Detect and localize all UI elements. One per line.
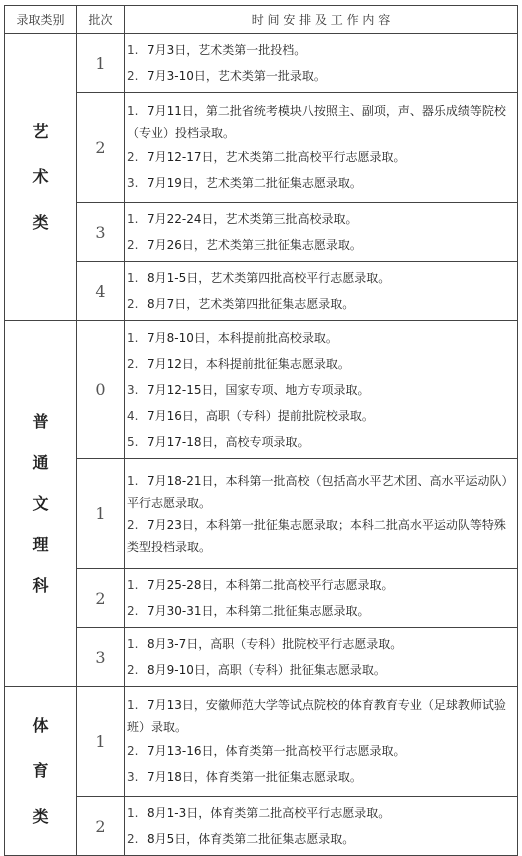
item-text: 7月22-24日，艺术类第三批高校录取。 (147, 212, 358, 226)
item-number: 2. (127, 69, 139, 83)
schedule-item (127, 826, 515, 852)
item-number: 2. (127, 832, 139, 846)
content-cell (125, 321, 518, 459)
item-number: 1. (127, 637, 139, 651)
item-text: 8月7日，艺术类第四批征集志愿录取。 (147, 297, 355, 311)
category-char: 体 (32, 716, 49, 736)
content-cell (125, 93, 518, 203)
schedule-item (127, 764, 515, 790)
category-char: 通 (32, 452, 49, 472)
item-number: 2. (127, 356, 139, 371)
item-text: 7月30-31日，本科第二批征集志愿录取。 (147, 604, 370, 618)
item-number: 1. (127, 103, 139, 118)
category-char: 普 (32, 411, 49, 431)
item-text: 7月12-15日，国家专项、地方专项录取。 (147, 382, 370, 397)
content-cell (125, 459, 518, 569)
category-char: 育 (32, 761, 49, 781)
item-number: 4. (127, 408, 139, 423)
batch-cell: 1 (77, 687, 125, 797)
schedule-item (127, 37, 515, 63)
item-text: 8月5日，体育类第二批征集志愿录取。 (147, 832, 355, 846)
schedule-item (127, 63, 515, 89)
schedule-item (127, 325, 515, 351)
header-batch: 批次 (77, 6, 125, 34)
table-row (5, 459, 518, 569)
batch-cell: 1 (77, 34, 125, 93)
table-row (5, 628, 518, 687)
batch-cell: 3 (77, 203, 125, 262)
item-number: 2. (127, 149, 139, 164)
table-row (5, 797, 518, 856)
category-char: 文 (32, 493, 49, 513)
schedule-item (127, 800, 515, 826)
schedule-item (127, 377, 515, 403)
item-number: 1. (127, 806, 139, 820)
item-number: 3. (127, 382, 139, 397)
schedule-item (127, 206, 515, 232)
item-text: 7月18日，体育类第一批征集志愿录取。 (147, 769, 362, 784)
content-cell (125, 203, 518, 262)
schedule-item (127, 403, 515, 429)
category-char: 术 (32, 167, 49, 187)
item-number: 2. (127, 238, 139, 252)
batch-cell: 2 (77, 93, 125, 203)
item-text: 7月23日，本科第一批征集志愿录取；本科二批高水平运动队等特殊类型投档录取。 (127, 517, 506, 554)
schedule-item (127, 170, 515, 196)
schedule-item (127, 694, 515, 738)
item-number: 1. (127, 578, 139, 592)
batch-cell: 2 (77, 797, 125, 856)
item-text: 7月13日，安徽师范大学等试点院校的体育教育专业（足球教师试验班）录取。 (127, 697, 506, 734)
schedule-item (127, 429, 515, 455)
item-text: 7月8-10日，本科提前批高校录取。 (147, 330, 338, 345)
batch-cell: 3 (77, 628, 125, 687)
batch-cell: 0 (77, 321, 125, 459)
schedule-item (127, 232, 515, 258)
item-text: 8月9-10日，高职（专科）批征集志愿录取。 (147, 663, 386, 677)
item-text: 8月1-3日，体育类第二批高校平行志愿录取。 (147, 806, 391, 820)
item-number: 1. (127, 43, 139, 57)
item-number: 1. (127, 473, 139, 488)
item-text: 7月17-18日，高校专项录取。 (147, 434, 310, 449)
category-cell (5, 34, 77, 321)
table-body (5, 34, 518, 856)
content-cell (125, 687, 518, 797)
item-number: 2. (127, 297, 139, 311)
table-row (5, 687, 518, 797)
item-number: 1. (127, 212, 139, 226)
content-cell (125, 569, 518, 628)
item-number: 2. (127, 517, 139, 532)
table-row (5, 321, 518, 459)
item-text: 7月12日，本科提前批征集志愿录取。 (147, 356, 350, 371)
table-row (5, 262, 518, 321)
batch-cell: 4 (77, 262, 125, 321)
schedule-item (127, 100, 515, 144)
schedule-item (127, 631, 515, 657)
schedule-item (127, 291, 515, 317)
item-number: 3. (127, 175, 139, 190)
content-cell (125, 628, 518, 687)
item-number: 2. (127, 743, 139, 758)
item-text: 7月12-17日，艺术类第二批高校平行志愿录取。 (147, 149, 406, 164)
content-cell (125, 797, 518, 856)
schedule-item (127, 351, 515, 377)
batch-cell: 2 (77, 569, 125, 628)
content-cell (125, 262, 518, 321)
item-number: 5. (127, 434, 139, 449)
item-text: 7月26日，艺术类第三批征集志愿录取。 (147, 238, 362, 252)
schedule-item (127, 265, 515, 291)
item-text: 7月18-21日，本科第一批高校（包括高水平艺术团、高水平运动队）平行志愿录取。 (127, 473, 514, 510)
table-row (5, 93, 518, 203)
header-category: 录取类别 (5, 6, 77, 34)
category-cell (5, 321, 77, 687)
schedule-item (127, 738, 515, 764)
item-text: 7月13-16日，体育类第一批高校平行志愿录取。 (147, 743, 406, 758)
category-char: 艺 (32, 122, 49, 142)
schedule-item (127, 572, 515, 598)
item-text: 7月3日，艺术类第一批投档。 (147, 43, 307, 57)
schedule-item (127, 657, 515, 683)
admission-schedule-table (4, 5, 518, 856)
item-number: 2. (127, 604, 139, 618)
item-text: 7月25-28日，本科第二批高校平行志愿录取。 (147, 578, 394, 592)
schedule-item (127, 514, 515, 558)
item-text: 7月3-10日，艺术类第一批录取。 (147, 69, 326, 83)
batch-cell: 1 (77, 459, 125, 569)
item-number: 3. (127, 769, 139, 784)
table-row (5, 203, 518, 262)
category-char: 科 (32, 576, 49, 596)
header-row (5, 6, 518, 34)
item-text: 8月1-5日，艺术类第四批高校平行志愿录取。 (147, 271, 391, 285)
schedule-item (127, 598, 515, 624)
table-row (5, 34, 518, 93)
header-content: 时 间 安 排 及 工 作 内 容 (125, 6, 518, 34)
content-cell (125, 34, 518, 93)
schedule-item (127, 144, 515, 170)
category-char: 类 (32, 806, 49, 826)
category-char: 类 (32, 212, 49, 232)
item-number: 1. (127, 271, 139, 285)
table-row (5, 569, 518, 628)
category-cell (5, 687, 77, 856)
item-text: 7月16日，高职（专科）提前批院校录取。 (147, 408, 374, 423)
category-char: 理 (32, 535, 49, 555)
item-number: 1. (127, 330, 139, 345)
schedule-item (127, 470, 515, 514)
item-text: 7月19日，艺术类第二批征集志愿录取。 (147, 175, 362, 190)
item-text: 8月3-7日，高职（专科）批院校平行志愿录取。 (147, 637, 403, 651)
item-number: 1. (127, 697, 139, 712)
item-text: 7月11日，第二批省统考模块八按照主、副项，声、器乐成绩等院校（专业）投档录取。 (127, 103, 506, 140)
item-number: 2. (127, 663, 139, 677)
